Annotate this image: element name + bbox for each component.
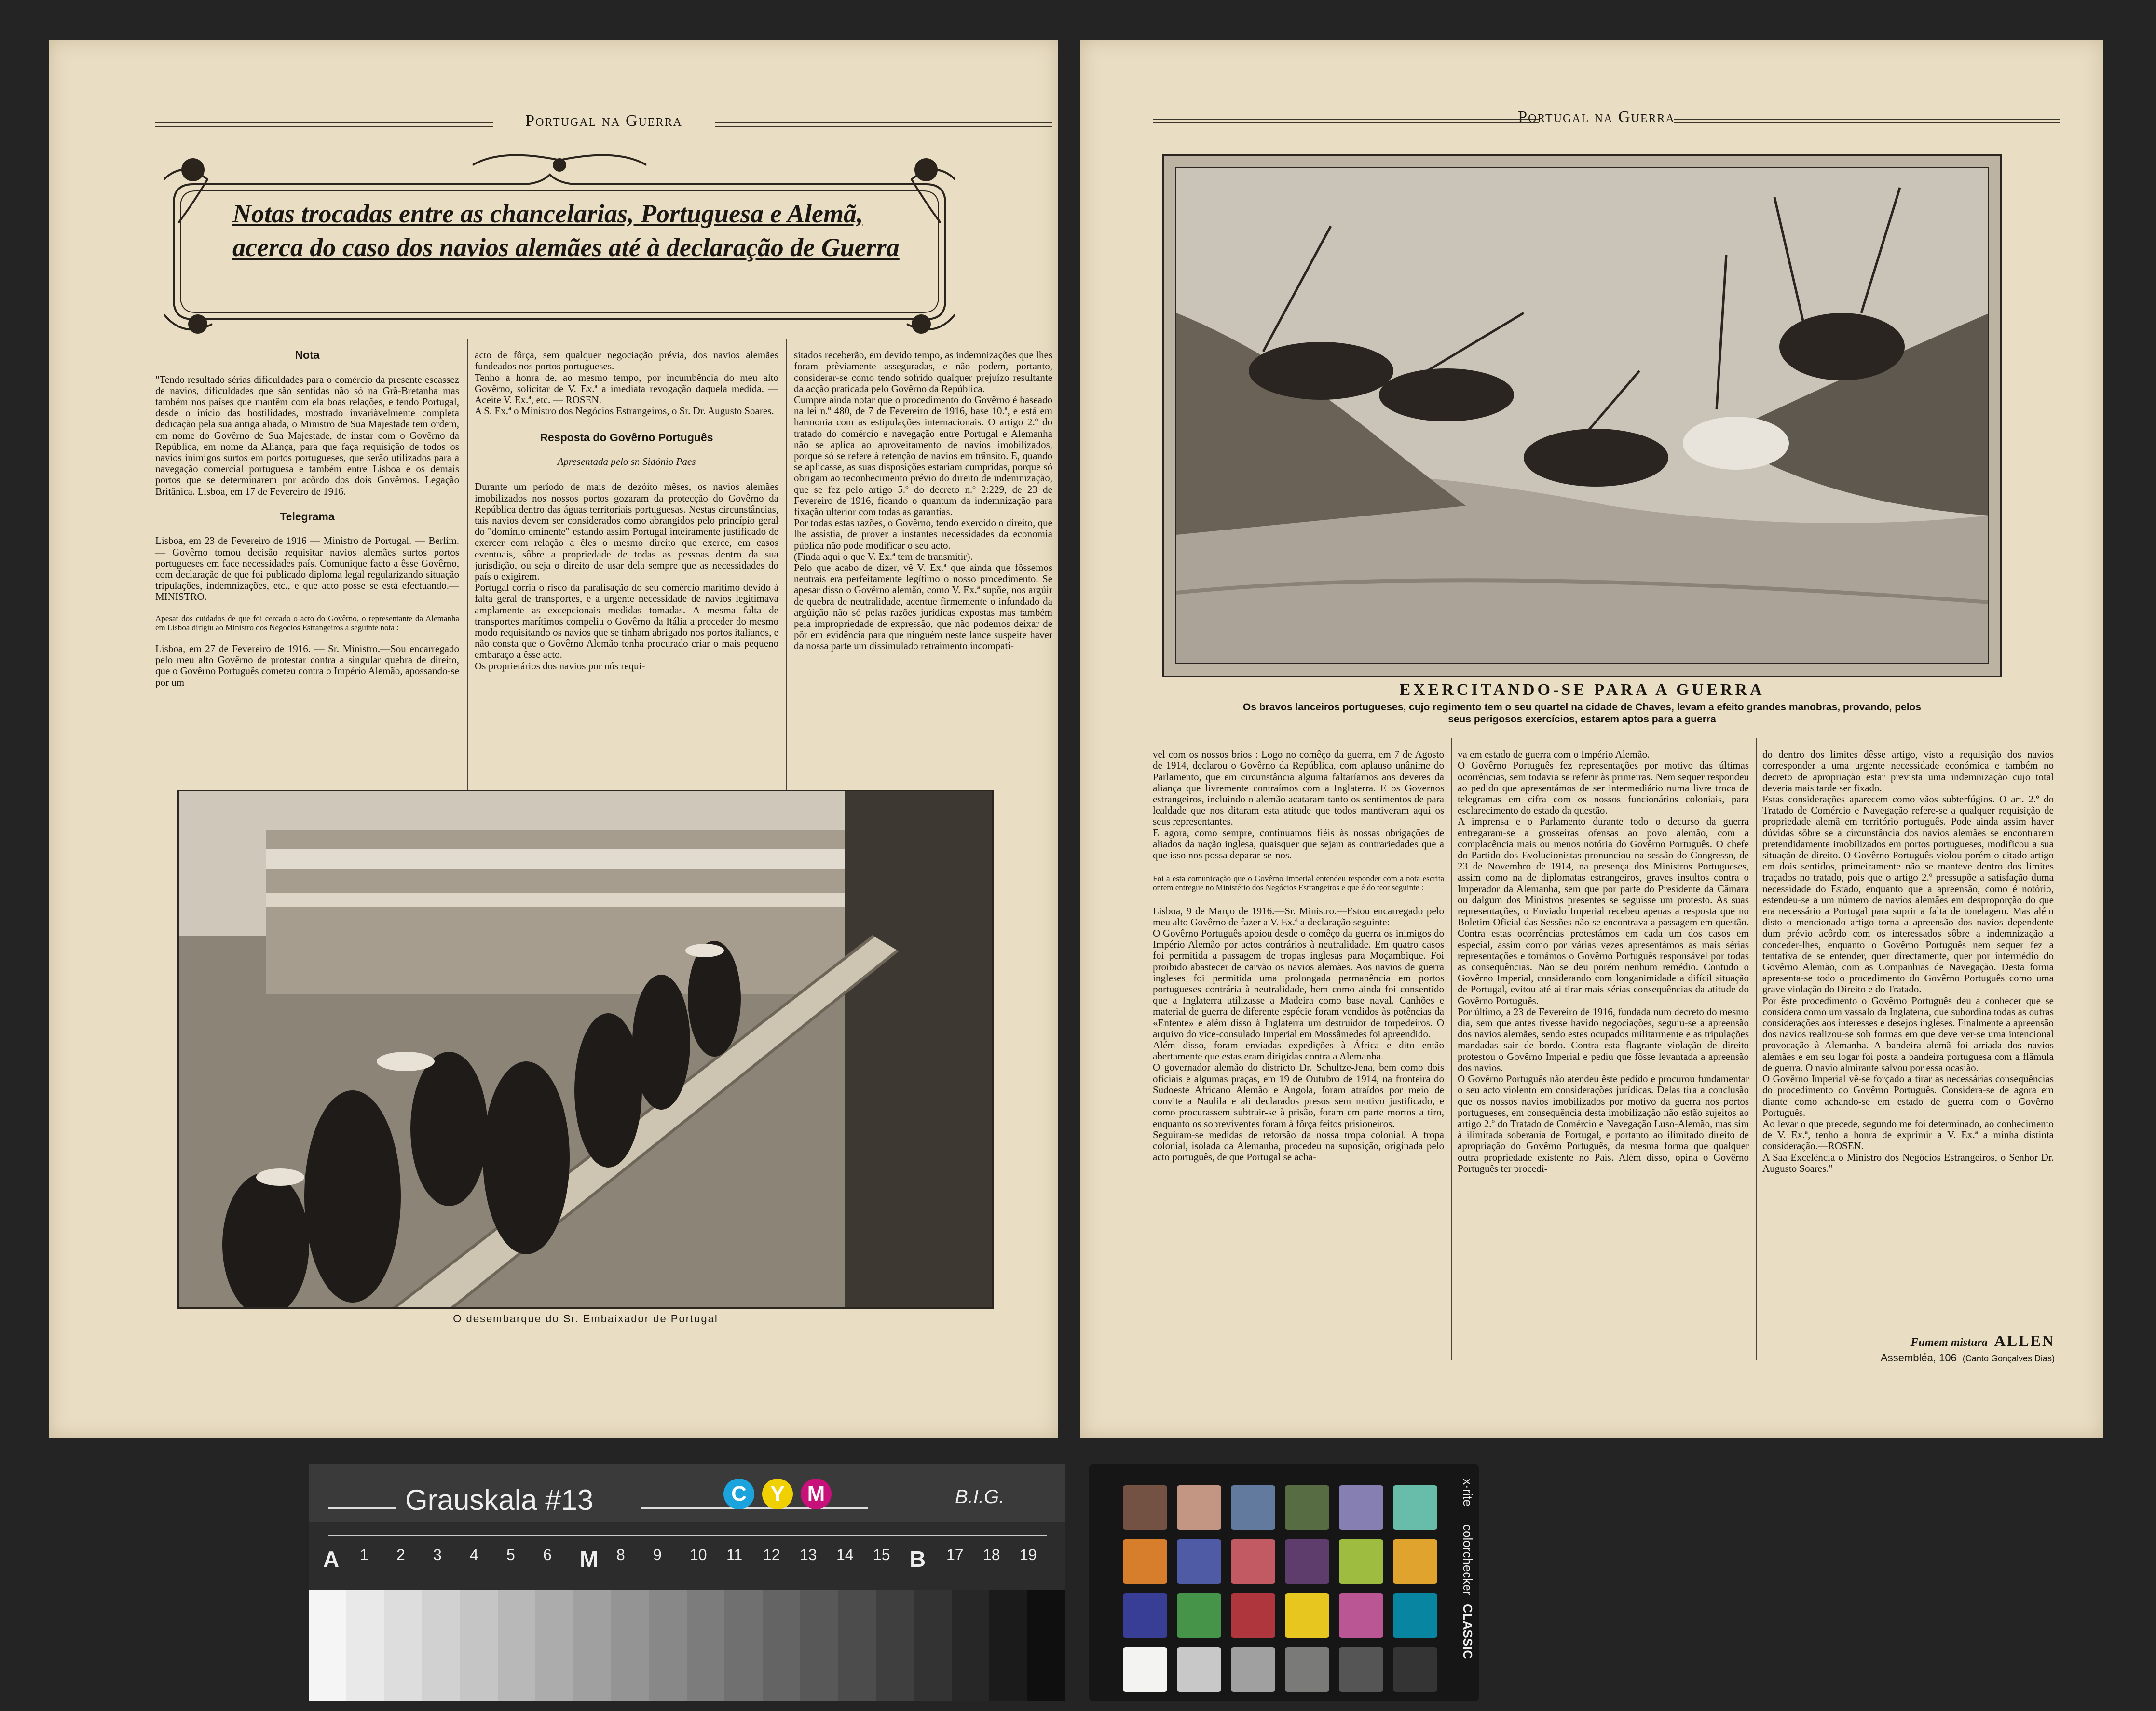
color-swatch [1339,1593,1383,1638]
photo-disembarkation-image [179,791,994,1309]
ad-brand: ALLEN [1994,1332,2055,1349]
colorchecker-edition: CLASSIC [1460,1603,1475,1659]
gray-patch [914,1590,952,1701]
gray-patch [1027,1590,1065,1701]
text-column-2 [1458,738,1749,1365]
scale-label: 13 [800,1546,817,1563]
swatch-grid [1123,1485,1432,1688]
running-head: Portugal na Guerra [525,112,682,130]
scale-label: 14 [836,1546,854,1563]
scale-label: 18 [983,1546,1000,1563]
scale-labels [323,1546,1056,1570]
scale-rule [328,1535,1047,1536]
cyan-dot: C [723,1479,754,1509]
scale-label: 10 [690,1546,707,1563]
color-swatch [1177,1593,1221,1638]
gray-patch [611,1590,649,1701]
grayscale-title: Grauskala #13 [405,1484,594,1516]
scale-label: M [580,1547,599,1572]
running-head: Portugal na Guerra [1518,108,1675,126]
color-swatch [1123,1647,1167,1692]
color-swatch [1123,1485,1167,1530]
header-rule-right [715,122,1052,127]
col2-bottom-text: Durante um período de mais de dezóito mêses, os navios alemães imobilizados nos nossos portos gozaram da protecção do Govêrno da República dentro das águas territoriais portuguesas. Nestas circunstâncias, tais navios devem ser considerados como abrangidos pelo princípio geral do "domínio eminente" estando assim Portugal inteiramente justificado de exercer com relação a êles o mesmo direito que exerce, em casos eventuais, sôbre a propriedade de todas as pessoas dentro da sua jurisdição, ou seja o direito de usar dela sempre que as necessidades do país o exigirem. Portugal corria o risco da paralisação do seu comércio marítimo devido à falta geral de transportes, e a urgente necessidade de navios legitimava amplamente as excepcionais medidas tomadas. A mesma falta de transportes marítimos compeliu o Govêrno da Itália a proceder do mesmo modo requisitando os navios que se tinham abrigado nos portos italianos, e não consta que o Govêrno Alemão tenha procurado criar o mais pequeno embaraço a êsse acto. Os proprietários dos navios por nós requi- [475,481,778,672]
gray-patch [724,1590,763,1701]
scale-label: 11 [726,1546,743,1563]
magenta-dot: M [801,1479,832,1509]
col1-bottom-text: Lisboa, 9 de Março de 1916.—Sr. Ministro.—Estou encarregado pelo meu alto Govêrno de fazer a V. Ex.ª a declaração seguinte: O Govêrno Português apoiou desde o comêço da guerra os inimigos do Império Alemão por actos contrários à neutralidade. Em quatro casos foi permitida a passagem de tropas inglesas para Moçambique. Foi proibido abastecer de carvão os navios alemães. Aos navios de guerra ingleses foi permitida uma prolongada permanência em portos portugueses contrária à neutralidade, bem como ainda foi consentido que a Inglaterra utilizasse a Madeira como base naval. Canhões e material de guerra de diferente espécie foram vendidos às potências da «Entente» e além disso à Inglaterra um destruidor de torpedeiros. O arquivo do vice-consulado Imperial em Mossâmedes foi apreendido. Além disso, foram enviadas expedições à África e dito então abertamente que estas eram dirigidas contra a Alemanha. O governador alemão do districto Dr. Schultze-Jena, bem como dois oficiais e algumas praças, em 19 de Outubro de 1914, na fronteira do Sudoeste Africano Alemão e Angola, foram atraídos por meio de convite a Naulila e ali declarados presos sem motivo justificado, e como procurassem subtrair-se à prisão, foram em parte mortos a tiro, enquanto os sobreviventes foram à fôrça feitos prisioneiros. Seguiram-se medidas de retorsão da nossa tropa colonial. A tropa colonial, isolada da Alemanha, procedeu na suposição, originada pelo acto português, de que Portugal se acha- [1153,905,1444,1163]
col3-text: do dentro dos limites dêsse artigo, visto a requisição dos navios corresponder a uma urgente necessidade económica e também no decreto de apropriação estar prevista uma indemnização cujo total deveria mais tarde ser fixado. Estas considerações aparecem como vãos subterfúgios. O art. 2.º do Tratado de Comércio e Navegação refere-se a qualquer requisição de propriedade alemã em território português. Pode ainda assim haver dúvidas sôbre se a circunstância dos navios alemães se encontrarem pretendidamente imobilizados em portos portugueses, modificou a sua situação de direito. O Govêrno Português violou porém o citado artigo em dois sentidos, primeiramente não se manteve dentro dos limites traçados no tratado, pois que o artigo 2.º pressupõe a satisfação duma necessidade do Estado, enquanto que a apreensão, como é notório, estendeu-se a um número de navios alemães em desproporção do que era necessário a Portugal para suprir a falta de tonelagem. Mas além disto o mencionado artigo torna a apreensão dos navios dependente dum prévio acôrdo com os interessados sôbre a indemnização a conceder-lhes, enquanto o Govêrno Português nem sequer fez a tentativa de se entender, quer directamente, quer por intermédio do Govêrno Alemão, com as Companhias de Navegação. Desta forma apresenta-se todo o procedimento do Govêrno Português como uma grave violação do Direito e do Tratado. Por êste procedimento o Govêrno Português deu a conhecer que se considera como um vassalo da Inglaterra, que subordina todas as outras considerações aos interesses e desejos ingleses. Finalmente a apreensão dos navios realizou-se sob formas em que deve ver-se uma intencional provocação à Alemanha. A bandeira alemã foi arriada dos navios alemães e em seu logar foi posta a bandeira portuguesa com a flâmula de guerra. O navio almirante salvou por essa ocasião. O Govêrno Imperial vê-se forçado a tirar as necessárias consequências do procedimento do Govêrno Português. Considera-se de agora em diante como achando-se em estado de guerra com o Govêrno Português. Ao levar o que precede, segundo me foi determinado, ao conhecimento de V. Ex.ª, tenho a honra de exprimir a V. Ex.ª a minha distinta consideração.—ROSEN. A Saa Excelência o Ministro dos Negócios Estrangeiros, o Senhor Dr. Augusto Soares." [1762,748,2054,1174]
photo-lancers-frame [1162,154,2002,677]
scale-label: 1 [360,1546,368,1563]
grayscale-target [309,1464,1065,1701]
color-swatch [1177,1485,1221,1530]
heading-resposta: Resposta do Govêrno Português [540,431,713,444]
color-swatch [1285,1485,1329,1530]
scale-label: 6 [543,1546,552,1563]
gray-patch [838,1590,876,1701]
xrite-brand: x·rite [1460,1479,1475,1507]
gray-patch [498,1590,536,1701]
column-divider [467,339,468,811]
gray-patch [800,1590,838,1701]
colorchecker-label [1446,1479,1475,1691]
text-column-2 [475,339,778,816]
right-page [1080,40,2103,1438]
yellow-dot: Y [762,1479,793,1509]
gray-patch [876,1590,914,1701]
color-swatch [1285,1539,1329,1584]
article-title-line-1: Notas trocadas entre as chancelarias, Portuguesa e Alemã, [232,199,863,228]
photo-disembarkation [177,790,994,1309]
color-swatch [1393,1647,1437,1692]
gray-patch [309,1590,347,1701]
scale-label: 19 [1020,1546,1037,1563]
scale-label: B [910,1547,926,1572]
gray-patch [763,1590,801,1701]
gray-patch [535,1590,573,1701]
color-swatch [1285,1647,1329,1692]
title-underline-left [328,1507,396,1509]
small-note: Foi a esta comunicação que o Govêrno Imperial entendeu responder com a nota escrita ontem entregue no Ministério dos Negócios Estrangeiros e que é do teor seguinte : [1153,874,1444,893]
scale-label: 9 [653,1546,662,1563]
subheading-resposta: Apresentada pelo sr. Sidónio Paes [557,456,696,468]
color-swatch [1177,1647,1221,1692]
color-swatch [1123,1539,1167,1584]
gray-patch [422,1590,460,1701]
color-swatch [1339,1485,1383,1530]
photo-title-lancers: EXERCITANDO-SE PARA A GUERRA [1399,681,1765,699]
col2-text: va em estado de guerra com o Império Alemão. O Govêrno Português fez representações por motivo das últimas ocorrências, sem todavia se referir às primeiras. Nem sequer respondeu ao pedido que apresentámos de ser intermediário numa livre troca de telegramas em cifra com os nossos funcionários coloniais, para esclarecimento do estado da questão. A imprensa e o Parlamento durante todo o decurso da guerra entregaram-se a grosseiras ofensas ao povo alemão, com a complacência mais ou menos notória do Govêrno Português. O chefe do Partido dos Evolucionistas pronunciou na sessão do Congresso, de 23 de Novembro de 1914, na presença dos Ministros Portugueses, assim como na de diplomatas estrangeiros, graves insultos contra o Imperador da Alemanha, sem que por parte do Presidente da Câmara ou dalgum dos Ministros presentes se seguisse um protesto. As suas representações, o Enviado Imperial recebeu apenas a resposta que no Boletim Oficial das Sessões não se encontrava a passagem em questão. Contra estas ocorrências protestámos em cada um dos casos em especial, assim como por várias vezes apresentámos as mais sérias representações e tornámos o Govêrno Português responsável por todas as consequências. Não se deu porém nenhum remédio. Contudo o Govêrno Imperial, considerando com longanimidade a difícil situação de Portugal, evitou até ai tirar mais sérias consequências da atitude do Govêrno Português. Por último, a 23 de Fevereiro de 1916, fundada num decreto do mesmo dia, sem que antes tivesse havido negociações, seguiu-se a apreensão dos navios alemães, sendo estes ocupados militarmente e as tripulações mandadas sair de bordo. Contra esta flagrante violação de direito protestou o Govêrno Imperial e pediu que fôsse levantada a apreensão dos navios. O Govêrno Português não atendeu êste pedido e procurou fundamentar o seu acto violento em considerações jurídicas. Delas tira a conclusão que os nossos navios imobilizados por motivo da guerra nos portos portugueses, em consequência desta imobilização não estão sujeitos ao artigo 2.º do Tratado de Comércio e Navegação Luso-Alemão, mas sim à ilimitada soberania de Portugal, e portanto ao ilimitado direito de apropriação do Govêrno Português, da mesma forma que qualquer outra propriedade existente no País. Além disso, opina o Govêrno Português ter procedi- [1458,748,1749,1174]
gray-patch [989,1590,1027,1701]
text-column-1 [1153,738,1444,1365]
text-column-3 [1762,738,2054,1326]
heading-telegrama: Telegrama [280,510,335,523]
ad-address: Assembléa, 106 [1881,1352,1957,1364]
scale-label: A [323,1547,340,1572]
gray-patch [573,1590,612,1701]
photo-caption-lancers: Os bravos lanceiros portugueses, cujo regimento tem o seu quartel na cidade de Chaves, levam a efeito grandes manobras, provando, pelos seus perigosos exercícios, estarem aptos para a guerra [1242,702,1922,725]
column-divider [786,339,787,811]
photo-lancers [1175,167,1989,664]
gray-patches [309,1590,1065,1701]
column-divider [1756,738,1757,1360]
telegrama-text: Lisboa, em 23 de Fevereiro de 1916 — Ministro de Portugal. — Berlim. — Govêrno tomou decisão requisitar navios alemães surtos portos portugueses em face necessidades país. Comunique facto a êsse Govêrno, com declaração de que foi publicado diploma legal regularizando situação tripulações, indemnizações, etc., e que acto posse se está efectuando.—MINISTRO. [155,535,459,603]
gray-patch [687,1590,725,1701]
scale-label: 4 [470,1546,478,1563]
color-swatch [1339,1539,1383,1584]
scale-label: 3 [433,1546,442,1563]
scale-label: 15 [873,1546,890,1563]
scale-label: 17 [946,1546,964,1563]
color-swatch [1393,1539,1437,1584]
color-swatch [1393,1593,1437,1638]
gray-patch [384,1590,423,1701]
nota-text: "Tendo resultado sérias dificuldades para o comércio da presente escassez de navios, dificuldades que são sentidas não só na Grã-Bretanha mas também nos países que mantêm com ela boas relações, e tendo Portugal, desde o início das hostilidades, mostrado invariàvelmente completa dedicação pela sua antiga aliada, o Ministro de Sua Majestade tem ordem, em nome do Govêrno de Sua Majestade, de instar com o Govêrno da República, em nome da Aliança, para que faça requisição de todos os navios inimigos surtos em portos portugueses, que serão utilizados para a navegação comercial portuguesa e também entre Lisboa e os demais portos que se determinarem por acôrdo dos dois Govêrnos. Legação Britânica. Lisboa, em 17 de Fevereiro de 1916. [155,373,459,497]
title-underline-right [641,1507,868,1509]
gray-patch [952,1590,990,1701]
text-column-1 [155,339,459,816]
photo-caption-disembarkation: O desembarque do Sr. Embaixador de Portugal [453,1313,718,1325]
scale-label: 8 [616,1546,625,1563]
color-swatch [1285,1593,1329,1638]
color-swatch [1123,1593,1167,1638]
color-swatch [1177,1539,1221,1584]
col3-text: sitados receberão, em devido tempo, as indemnizações que lhes foram prèviamente asseguradas, e não podem, portanto, considerar-se como tendo sofrido qualquer prejuízo resultante da acção praticada pelo Govêrno da República. Cumpre ainda notar que o procedimento do Govêrno é baseado na lei n.º 480, de 7 de Fevereiro de 1916, base 10.ª, e está em harmonia com as estipulações internacionais. O artigo 2.º do tratado do comércio e navegação entre Portugal e Alemanha não se aplica ao aproveitamento de navios imobilizados, porque só se refere à retenção de navios em trânsito. E, quando se aplicasse, as suas disposições estariam cumpridas, porque só obrigam ao reconhecimento prévio do direito de indemnização, que se fez pelo artigo 5.º do decreto n.º 2:229, de 23 de Fevereiro de 1916, ficando o quantum da indemnização para fixação ulterior com todas as garantias. Por todas estas razões, o Govêrno, tendo exercido o direito, que lhe assistia, de prover a instantes necessidades da economia pública não pode modificar o seu acto. (Finda aqui o que V. Ex.ª tem de transmitir). Pelo que acabo de dizer, vê V. Ex.ª que ainda que fôssemos neutrais era perfeitamente legítimo o nosso procedimento. Se apesar disso o Govêrno alemão, como V. Ex.ª supõe, nos argúir de quebra de neutralidade, acentue firmemente o infundado da argúição não só pelas razões jurídicas expostas mas também pela impropriedade de expressão, que não podemos deixar de pôr em evidência para que ninguém neste lance suspeite haver da nossa parte um dissimulado retraimento incompatí- [794,349,1052,652]
photo-lancers-image [1176,168,1989,664]
col1-text: vel com os nossos brios : Logo no comêço da guerra, em 7 de Agosto de 1914, declarou o Govêrno da República, com aplauso unânime do Parlamento, que em circunstância alguma faltaríamos aos deveres da aliança que livremente contraímos com a Inglaterra. E os Governos estrangeiros, incluindo o alemão acataram tanto os sentimentos de para lealdade que nos ditaram esta atitude que todos mantiveram aqui os seus representantes. E agora, como sempre, continuamos fiéis às nossas obrigações de aliados da nação inglesa, quaisquer que sejam as contrariedades que a que isso nos possa deparar-se-nos. [1153,748,1444,861]
header-rule-left [1153,119,1539,123]
color-swatch [1339,1647,1383,1692]
scale-label: 12 [763,1546,780,1563]
colorchecker-product: colorchecker [1460,1524,1475,1596]
color-swatch [1231,1539,1275,1584]
gray-patch [649,1590,687,1701]
article-title-line-2: acerca do caso dos navios alemães até à declaração de Guerra [232,233,900,262]
grayscale-brand: B.I.G. [955,1486,1005,1507]
ad-address-note: (Canto Gonçalves Dias) [1962,1354,2055,1363]
scale-label: 2 [396,1546,405,1563]
color-swatch [1393,1485,1437,1530]
protest-text: Lisboa, em 27 de Fevereiro de 1916. — Sr. Ministro.—Sou encarregado pelo meu alto Govêrno de protestar contra a singular quebra de direito, que o Govêrno Português cometeu contra o Império Alemão, apossando-se por um [155,643,459,688]
column-divider [1451,738,1452,1360]
text-column-3 [794,339,1052,816]
color-swatch [1231,1485,1275,1530]
gray-patch [460,1590,498,1701]
advertisement-allen [1823,1332,2055,1364]
ad-line-1: Fumem mistura [1910,1336,1988,1349]
scale-label: 5 [506,1546,515,1563]
header-rule-right [1674,119,2060,123]
header-rule-left [155,122,493,127]
heading-nota: Nota [295,349,320,362]
small-note: Apesar dos cuidados de que foi cercado o acto do Govêrno, o representante da Alemanha em Lisboa dirigiu ao Ministro dos Negócios Estrangeiros a seguinte nota : [155,613,459,632]
colorchecker-target [1089,1464,1479,1701]
color-swatch [1231,1593,1275,1638]
gray-patch [346,1590,384,1701]
color-swatch [1231,1647,1275,1692]
left-page [49,40,1058,1438]
col2-top-text: acto de fôrça, sem qualquer negociação prévia, dos navios alemães fundeados nos portos portugueses. Tenho a honra de, ao mesmo tempo, por incumbência do meu alto Govêrno, solicitar de V. Ex.ª a imediata revogação daquela medida. —Aceite V. Ex.ª, etc. — ROSEN. A S. Ex.ª o Ministro dos Negócios Estrangeiros, o Sr. Dr. Augusto Soares. [475,349,778,417]
